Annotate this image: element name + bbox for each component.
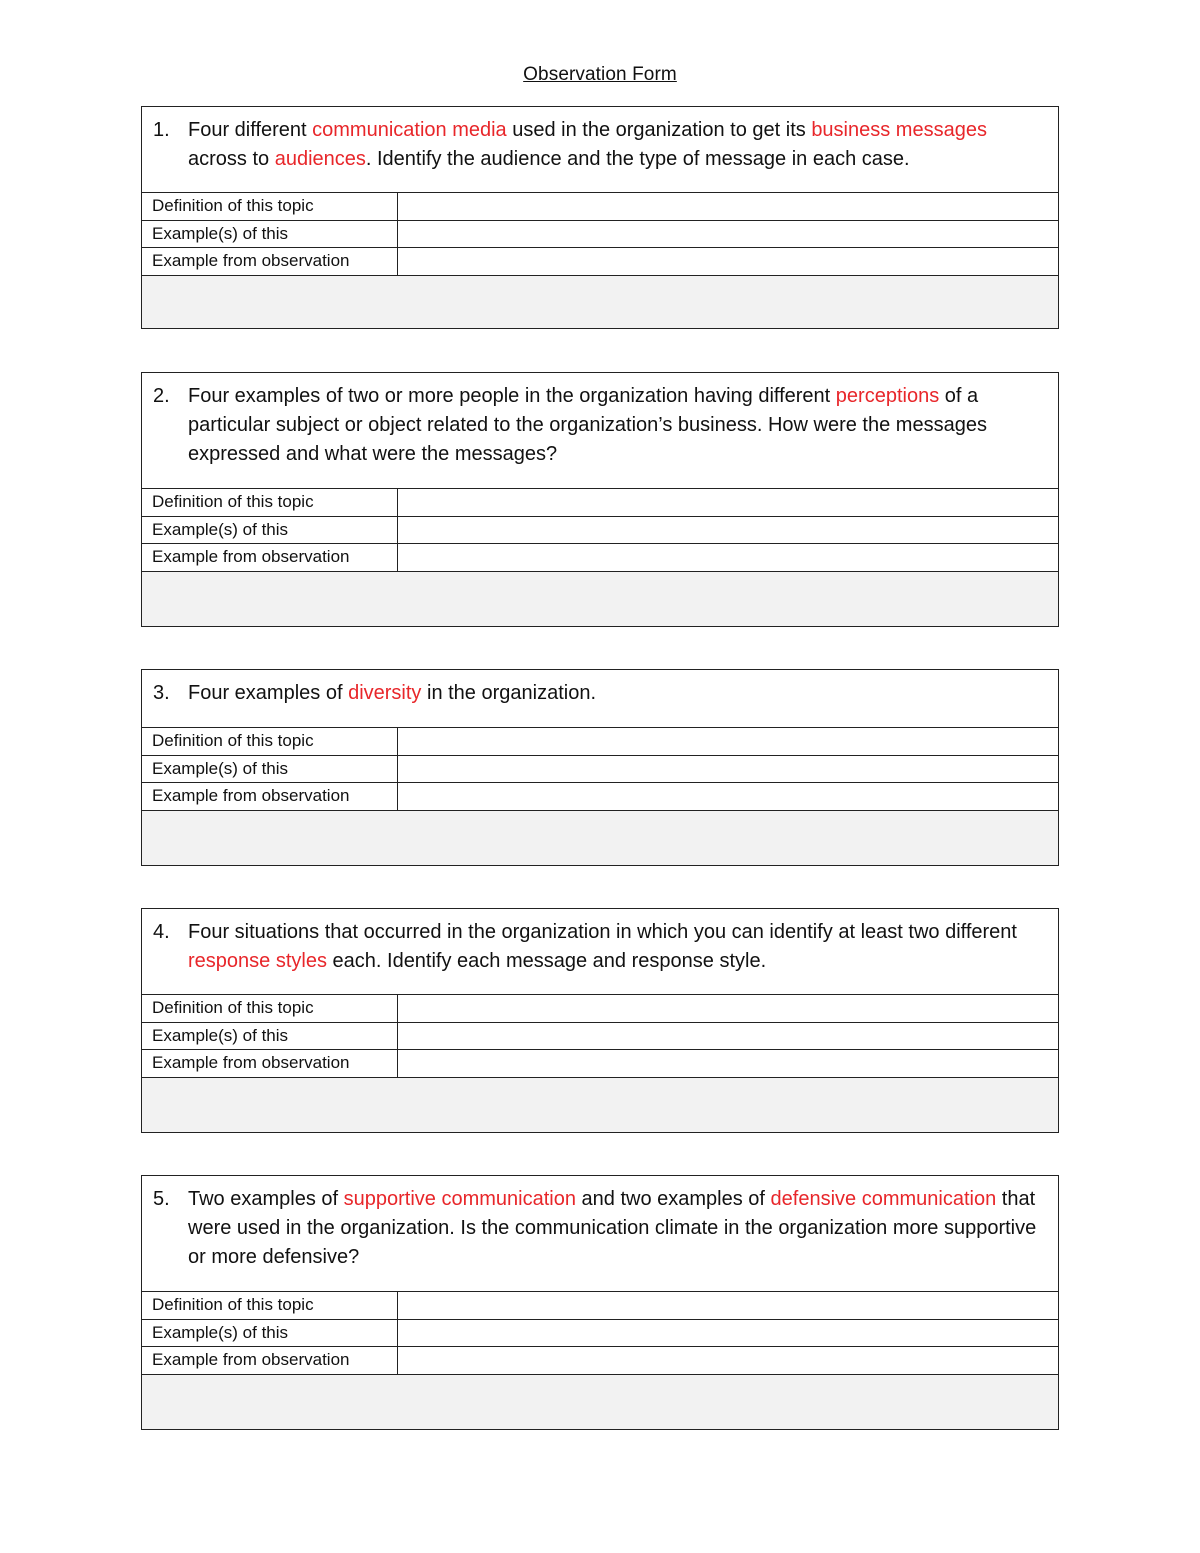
examples-label: Example(s) of this (142, 1320, 398, 1347)
question-header (142, 1176, 1058, 1291)
question-text-segment: across to (188, 148, 275, 170)
examples-input-cell[interactable] (398, 1320, 1058, 1347)
observation-label: Example from observation (142, 544, 398, 571)
question-text-segment: Four examples of two or more people in the organization having different (188, 385, 836, 407)
question-block-4 (141, 908, 1059, 1133)
examples-label: Example(s) of this (142, 1023, 398, 1050)
examples-row (142, 1319, 1058, 1347)
highlighted-term: diversity (348, 682, 422, 704)
question-header (142, 373, 1058, 488)
question-number: 4. (153, 921, 170, 943)
examples-input-cell[interactable] (398, 221, 1058, 248)
definition-input-cell[interactable] (398, 1292, 1058, 1319)
question-text (188, 679, 1048, 708)
observation-input-cell[interactable] (398, 544, 1058, 571)
definition-row (142, 1291, 1058, 1319)
question-text-segment: that were used in the organization. Is the communication climate in the organization more supportive or more defensive? (188, 1188, 1037, 1268)
answer-area[interactable] (142, 571, 1058, 626)
highlighted-term: audiences (274, 148, 366, 170)
question-text-segment: in the organization. (421, 682, 596, 704)
question-text (188, 1185, 1048, 1272)
question-text (188, 918, 1048, 976)
question-header (142, 670, 1058, 727)
question-block-1 (141, 106, 1059, 329)
question-text-segment: each. Identify each message and response style. (326, 950, 767, 972)
definition-label: Definition of this topic (142, 193, 398, 220)
question-text-segment: Four different (188, 119, 313, 141)
question-number: 5. (153, 1188, 170, 1210)
definition-label: Definition of this topic (142, 489, 398, 516)
question-text-segment: used in the organization to get its (506, 119, 812, 141)
definition-row (142, 192, 1058, 220)
question-block-2 (141, 372, 1059, 627)
observation-row (142, 782, 1058, 810)
definition-input-cell[interactable] (398, 728, 1058, 755)
examples-row (142, 755, 1058, 783)
question-header (142, 107, 1058, 192)
observation-label: Example from observation (142, 783, 398, 810)
definition-row (142, 488, 1058, 516)
examples-label: Example(s) of this (142, 517, 398, 544)
form-title: Observation Form (523, 64, 677, 85)
examples-row (142, 516, 1058, 544)
highlighted-term: supportive communication (343, 1188, 576, 1210)
observation-input-cell[interactable] (398, 1050, 1058, 1077)
highlighted-term: response styles (188, 950, 327, 972)
question-number: 3. (153, 682, 170, 704)
definition-label: Definition of this topic (142, 1292, 398, 1319)
observation-label: Example from observation (142, 1050, 398, 1077)
observation-row (142, 1049, 1058, 1077)
highlighted-term: defensive communication (770, 1188, 997, 1210)
highlighted-term: business messages (811, 119, 987, 141)
examples-input-cell[interactable] (398, 1023, 1058, 1050)
question-number: 1. (153, 119, 170, 141)
answer-area[interactable] (142, 810, 1058, 865)
answer-area[interactable] (142, 1374, 1058, 1429)
observation-input-cell[interactable] (398, 248, 1058, 275)
question-text-segment: . Identify the audience and the type of message in each case. (365, 148, 910, 170)
examples-input-cell[interactable] (398, 756, 1058, 783)
question-text-segment: of a particular subject or object related to the organization’s business. How were the messages expressed and what were the messages? (188, 385, 987, 465)
examples-label: Example(s) of this (142, 221, 398, 248)
answer-area[interactable] (142, 275, 1058, 328)
question-block-3 (141, 669, 1059, 866)
question-text-segment: Two examples of (188, 1188, 344, 1210)
examples-row (142, 1022, 1058, 1050)
definition-input-cell[interactable] (398, 995, 1058, 1022)
definition-row (142, 727, 1058, 755)
observation-row (142, 1346, 1058, 1374)
examples-label: Example(s) of this (142, 756, 398, 783)
observation-input-cell[interactable] (398, 1347, 1058, 1374)
question-text-segment: Four examples of (188, 682, 349, 704)
highlighted-term: communication media (312, 119, 507, 141)
observation-label: Example from observation (142, 248, 398, 275)
question-text (188, 382, 1048, 469)
definition-input-cell[interactable] (398, 489, 1058, 516)
definition-row (142, 994, 1058, 1022)
question-block-5 (141, 1175, 1059, 1430)
question-text-segment: Four situations that occurred in the organization in which you can identify at least two different (188, 921, 1017, 943)
highlighted-term: perceptions (835, 385, 940, 407)
question-text-segment: and two examples of (575, 1188, 771, 1210)
definition-input-cell[interactable] (398, 193, 1058, 220)
observation-row (142, 247, 1058, 275)
definition-label: Definition of this topic (142, 728, 398, 755)
question-number: 2. (153, 385, 170, 407)
examples-input-cell[interactable] (398, 517, 1058, 544)
question-header (142, 909, 1058, 994)
examples-row (142, 220, 1058, 248)
definition-label: Definition of this topic (142, 995, 398, 1022)
observation-input-cell[interactable] (398, 783, 1058, 810)
observation-label: Example from observation (142, 1347, 398, 1374)
answer-area[interactable] (142, 1077, 1058, 1132)
question-text (188, 116, 1048, 174)
observation-row (142, 543, 1058, 571)
